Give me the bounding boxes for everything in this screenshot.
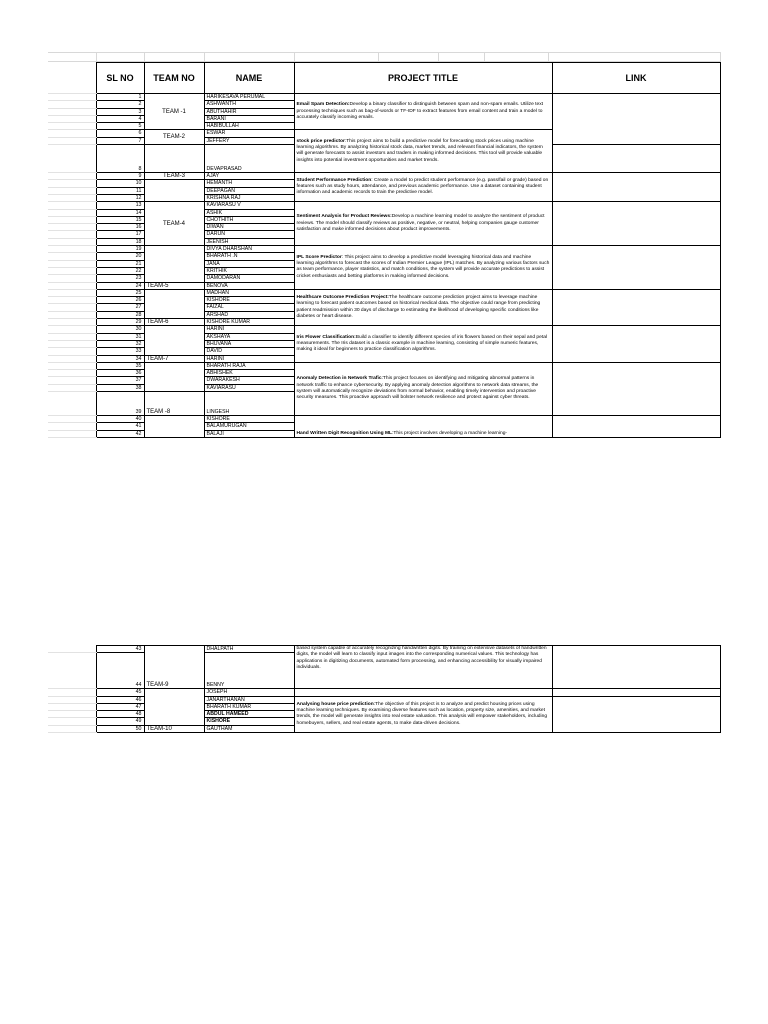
project-title: IPL Score Predictor — [296, 254, 342, 260]
name-cell: KISHORE — [204, 718, 294, 725]
table-row — [48, 289, 720, 296]
name-cell: FAIZAL — [204, 304, 294, 311]
sl-cell: 8 — [96, 145, 144, 173]
header-team-no: TEAM NO — [144, 63, 204, 94]
project-title: Iris Flower Classification: — [296, 334, 356, 340]
link-cell[interactable] — [552, 689, 720, 696]
name-cell: JOSEPH — [204, 689, 294, 696]
sl-cell: 44 — [96, 653, 144, 689]
sl-cell: 23 — [96, 275, 144, 282]
name-cell: ABHISHEK — [204, 370, 294, 377]
project-cell — [294, 696, 552, 732]
name-cell: DARUN — [204, 231, 294, 238]
name-cell: DIWAN — [204, 224, 294, 231]
table-row — [48, 94, 720, 101]
header-link: LINK — [552, 63, 720, 94]
team-cell: TEAM-7 — [144, 355, 204, 362]
table-row — [48, 689, 720, 696]
sl-cell: 27 — [96, 304, 144, 311]
name-cell: GAUTHAM — [204, 725, 294, 732]
sl-cell: 3 — [96, 108, 144, 115]
project-title: Email Spam Detection: — [296, 102, 350, 108]
sl-cell: 30 — [96, 326, 144, 333]
table-body — [48, 94, 720, 438]
table-body — [48, 646, 720, 733]
project-description: :The objective of this project is to analyze and predict housing prices using machine learning techniques. By examining diverse features such as location, property size, amenities, and market trends, the model will generate insights into real estate valuation. This analysis will empower stakeholders, including homebuyers, sellers, and real estate agents, to make data-driven decisions. — [296, 701, 548, 726]
project-title: Analysing house price prediction — [296, 701, 374, 707]
link-cell[interactable] — [552, 289, 720, 325]
sl-cell: 50 — [96, 725, 144, 732]
project-title: stock price predictor — [296, 138, 345, 144]
table-row — [48, 326, 720, 333]
project-cell — [294, 289, 552, 325]
project-description: :This project focuses on identifying and mitigating abnormal patterns in network traffic to enhance cybersecurity. By applying anomaly detection algorithms to network data streams, the system will automatically recognize deviations from normal behavior, enabling timely intervention and proactive security measures. This proactive approach will bolster network resilience and protect against cyber threats. — [296, 376, 539, 401]
sl-cell: 25 — [96, 289, 144, 296]
project-cell — [294, 173, 552, 202]
sl-cell: 32 — [96, 340, 144, 347]
table-row — [48, 415, 720, 422]
project-cell — [294, 246, 552, 290]
project-cell — [294, 202, 552, 246]
name-cell: JANA — [204, 260, 294, 267]
sl-cell: 2 — [96, 101, 144, 108]
link-cell[interactable] — [552, 646, 720, 689]
name-cell: ASHIK — [204, 209, 294, 216]
name-cell: KISHORE — [204, 415, 294, 422]
sl-cell: 33 — [96, 348, 144, 355]
team-cell: TEAM -8 — [144, 391, 204, 415]
sl-cell: 20 — [96, 253, 144, 260]
name-cell: ABUTHAHIR — [204, 108, 294, 115]
name-cell: ESWAR — [204, 130, 294, 137]
name-cell: AJAY — [204, 173, 294, 180]
project-cell — [294, 130, 552, 173]
project-cell — [294, 646, 552, 689]
sl-cell: 4 — [96, 115, 144, 122]
name-cell: BARANI — [204, 115, 294, 122]
sl-cell: 13 — [96, 202, 144, 209]
team-table-lower — [48, 645, 721, 733]
sl-cell: 42 — [96, 430, 144, 437]
name-cell: KISHORE KUMAR — [204, 319, 294, 326]
sl-cell: 41 — [96, 423, 144, 430]
project-description: Develop a machine learning model to analyze the sentiment of product reviews. The model should classify reviews as positive, negative, or neutral, helping companies gauge customer satisfaction and make informed decisions about product improvements. — [296, 214, 545, 232]
team-cell: TEAM-4 — [144, 202, 204, 246]
sl-cell: 11 — [96, 187, 144, 194]
table-row — [48, 202, 720, 209]
name-cell: BALAJI — [204, 430, 294, 437]
sl-cell: 40 — [96, 415, 144, 422]
name-cell: ARSHAD — [204, 311, 294, 318]
link-cell[interactable] — [552, 696, 720, 732]
table-row — [48, 173, 720, 180]
project-description: Build a classifier to identify different species of iris flowers based on their sepal and petal measurements. The Iris dataset is a classic example in machine learning, consisting of simple numeric features, making it ideal for beginners to practice classification algorithms. — [296, 334, 548, 353]
link-cell[interactable] — [552, 362, 720, 415]
empty-grid-rows — [48, 52, 720, 62]
table-row — [48, 246, 720, 253]
project-title: Student Performance Prediction — [296, 177, 372, 183]
sl-cell: 34 — [96, 355, 144, 362]
team-cell: TEAM -1 — [144, 94, 204, 130]
name-cell: BENOVA — [204, 282, 294, 289]
name-cell: BALAMURUGAN — [204, 423, 294, 430]
name-cell: DHALPATH — [204, 646, 294, 653]
team-cell: TEAM-2 — [144, 130, 204, 145]
link-cell[interactable] — [552, 246, 720, 290]
name-cell: HARINI — [204, 326, 294, 333]
name-cell: DEEPAGAN — [204, 187, 294, 194]
name-cell: BHUVANA — [204, 340, 294, 347]
project-title: Hand Written Digit Recognition Using ML — [296, 430, 393, 436]
sl-cell: 18 — [96, 238, 144, 245]
project-title: Anomaly Detection in Network Trafic — [296, 376, 382, 382]
name-cell: HABIBULLAH — [204, 123, 294, 130]
name-cell: KRISHNA RAJ — [204, 194, 294, 201]
project-description: : This project aims to develop a predictive model leveraging historical data and machine learning algorithms to forecast the scores of Indian Premier League (IPL) matches. By analyzing various factors such as team performance, player statistics, and match conditions, the system will provide accurate predictions to assist cricket enthusiasts and betting platforms in making informed decisions. — [296, 254, 550, 279]
name-cell: AKSHAYA — [204, 333, 294, 340]
link-cell[interactable] — [552, 326, 720, 362]
name-cell: HARIKESAVA PERUMAL — [204, 94, 294, 101]
team-cell: TEAM-3 — [144, 173, 204, 180]
link-cell[interactable] — [552, 94, 720, 145]
link-cell[interactable] — [552, 202, 720, 246]
link-cell[interactable] — [552, 145, 720, 173]
table-row — [48, 646, 720, 653]
project-description: based system capable of accurately recognizing handwritten digits. By training on extensive datasets of handwritten digits, the model will learn to classify input images into the corresponding numerical values. This technology has applications in digitizing documents, automated form processing, and enhancing accessibility for visually impaired individuals. — [296, 646, 547, 670]
name-cell: DEVAPRASAD — [204, 145, 294, 173]
gutter-cell — [48, 63, 96, 94]
sl-cell: 6 — [96, 130, 144, 137]
team-cell: TEAM-9 — [144, 646, 204, 689]
project-description: : Create a model to predict student performance (e.g. pass/fail or grade) based on features such as study hours, attendance, and previous academic performance. Use a dataset containing student information and academic records to train the predictive model. — [296, 177, 549, 196]
link-cell[interactable] — [552, 415, 720, 437]
sl-cell: 37 — [96, 377, 144, 384]
sl-cell: 49 — [96, 718, 144, 725]
sl-cell: 39 — [96, 391, 144, 415]
sl-cell: 28 — [96, 311, 144, 318]
sl-cell: 24 — [96, 282, 144, 289]
sl-cell: 14 — [96, 209, 144, 216]
header-row — [48, 63, 720, 94]
project-description: :This project involves developing a machine learning- — [392, 430, 508, 436]
sl-cell: 46 — [96, 696, 144, 703]
sl-cell: 26 — [96, 297, 144, 304]
sl-cell: 35 — [96, 362, 144, 369]
header-project-title: PROJECT TITLE — [294, 63, 552, 94]
project-title: Sentiment Analysis for Product Reviews: — [296, 214, 392, 220]
name-cell: JEENISH — [204, 238, 294, 245]
name-cell: KRITHIK — [204, 267, 294, 274]
sl-cell: 19 — [96, 246, 144, 253]
project-cell-empty — [294, 689, 552, 696]
sl-cell: 21 — [96, 260, 144, 267]
sl-cell: 36 — [96, 370, 144, 377]
header-sl-no: SL NO — [96, 63, 144, 94]
name-cell: MADHAN — [204, 289, 294, 296]
project-description: :This project aims to build a predictive model for forecasting stock prices using machine learning algorithms. By analyzing historical stock data, market trends, and relevant financial indicators, the system will generate forecasts to assist investors and traders in making informed decisions. This tool will provide valuable insights into potential investment opportunities and market trends. — [296, 138, 543, 163]
link-cell[interactable] — [552, 173, 720, 202]
sl-cell: 47 — [96, 703, 144, 710]
name-cell: BHARATH KUMAR — [204, 703, 294, 710]
project-cell — [294, 326, 552, 362]
project-cell — [294, 94, 552, 130]
project-description: Develop a binary classifier to distinguish between spam and non-spam emails. Utilize text processing techniques such as bag-of-words or TF-IDF to extract features from email content and train a model to accurately classify incoming emails. — [296, 102, 544, 120]
name-cell: ABDUL HAMEED — [204, 711, 294, 718]
sl-cell: 15 — [96, 216, 144, 223]
name-cell: KAVIARASU V — [204, 202, 294, 209]
team-table-upper — [48, 62, 721, 438]
project-title: Healthcare Outcome Prediction Project: — [296, 294, 389, 300]
project-cell — [294, 362, 552, 415]
sl-cell: 38 — [96, 384, 144, 391]
sl-cell: 7 — [96, 137, 144, 144]
name-cell: DWARAKESH — [204, 377, 294, 384]
name-cell: DIVYA DHARSHAN — [204, 246, 294, 253]
sl-cell: 29 — [96, 319, 144, 326]
team-cell: TEAM-6 — [144, 319, 204, 326]
sl-cell: 1 — [96, 94, 144, 101]
name-cell: BHARATH RAJA — [204, 362, 294, 369]
name-cell: ASHWANTH — [204, 101, 294, 108]
sl-cell: 12 — [96, 194, 144, 201]
sl-cell: 9 — [96, 173, 144, 180]
name-cell: BENNY — [204, 653, 294, 689]
team-cell: TEAM-5 — [144, 282, 204, 289]
name-cell: JEFFERY — [204, 137, 294, 144]
name-cell: HEMANTH — [204, 180, 294, 187]
project-cell — [294, 415, 552, 437]
sl-cell: 48 — [96, 711, 144, 718]
sl-cell: 43 — [96, 646, 144, 653]
sl-cell: 10 — [96, 180, 144, 187]
project-description: The healthcare outcome prediction project aims to leverage machine learning to forecast patient outcomes based on historical medical data. The objective could range from predicting patient readmission within 30 days of discharge to estimating the likelihood of developing specific conditions like diabetes or heart disease. — [296, 294, 541, 319]
sl-cell: 45 — [96, 689, 144, 696]
name-cell: DAMODARAN — [204, 275, 294, 282]
name-cell: KISHORE — [204, 297, 294, 304]
name-cell: KAVIARASU — [204, 384, 294, 391]
team-cell: TEAM-10 — [144, 725, 204, 732]
name-cell: HARINI — [204, 355, 294, 362]
name-cell: CHOTHITH — [204, 216, 294, 223]
sl-cell: 22 — [96, 267, 144, 274]
sl-cell: 31 — [96, 333, 144, 340]
table-row — [48, 362, 720, 369]
sl-cell: 17 — [96, 231, 144, 238]
name-cell: JANARTHANAN — [204, 696, 294, 703]
header-name: NAME — [204, 63, 294, 94]
name-cell: LINGESH — [204, 391, 294, 415]
name-cell: BHARATH .N — [204, 253, 294, 260]
name-cell: DAVID — [204, 348, 294, 355]
sl-cell: 5 — [96, 123, 144, 130]
sl-cell: 16 — [96, 224, 144, 231]
